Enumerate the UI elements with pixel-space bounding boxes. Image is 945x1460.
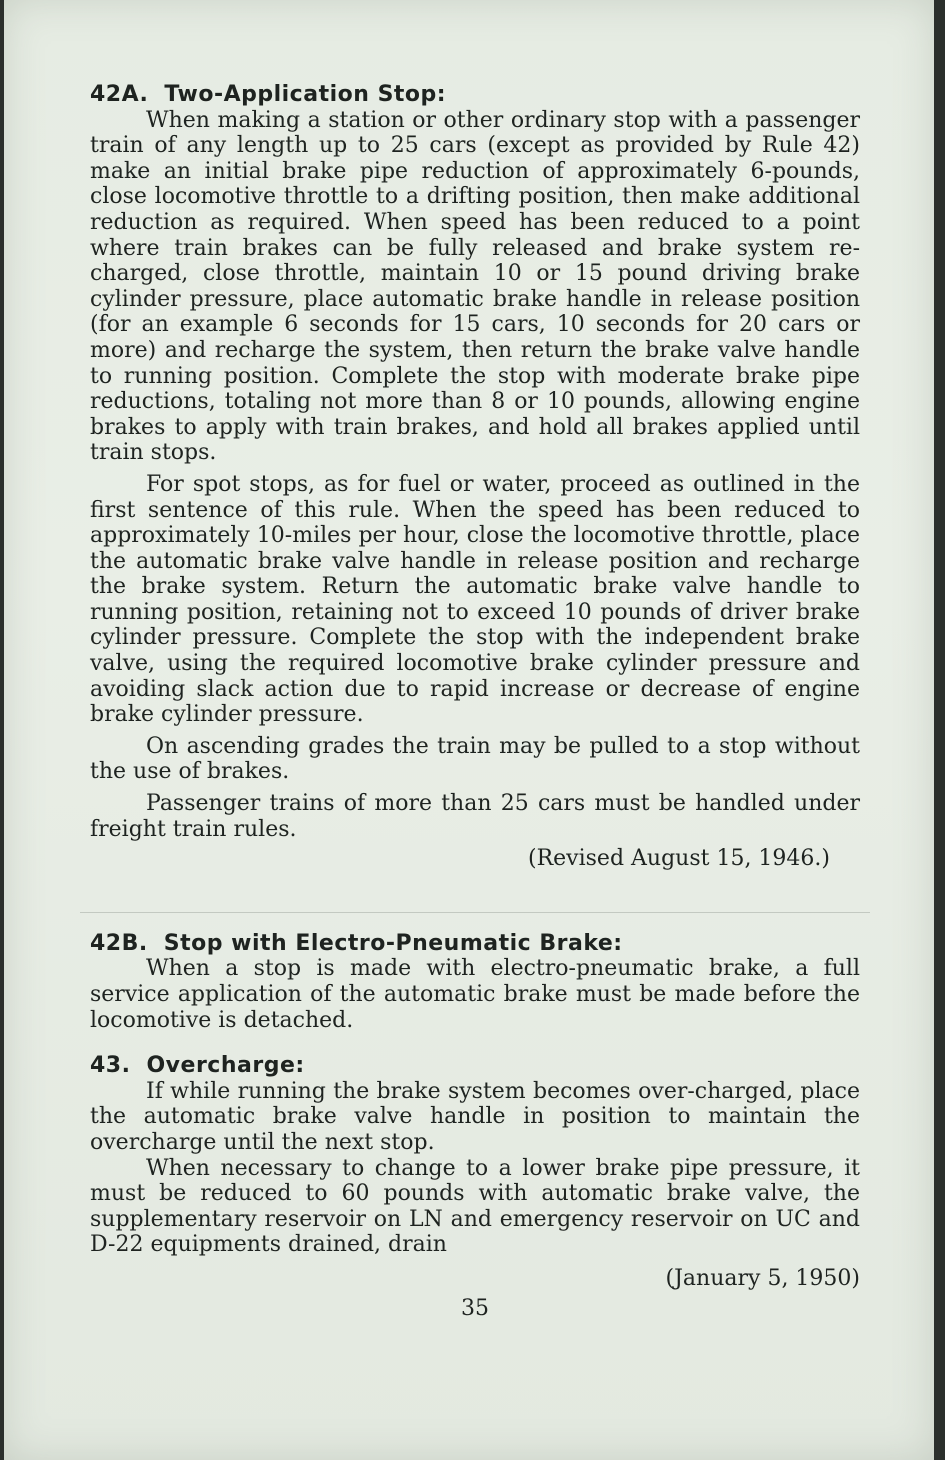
section-heading <box>90 931 860 957</box>
paragraph: If while running the brake system becomes over-charged, place the automatic brake valve handle in position to maintain the overcharge until the next stop. <box>90 1078 860 1155</box>
paragraph: When a stop is made with electro-pneumatic brake, a full service application of the automatic brake must be made before the locomotive is detached. <box>90 956 860 1033</box>
revision-note: (Revised August 15, 1946.) <box>528 846 830 872</box>
section-heading <box>90 1053 860 1079</box>
date-note: (January 5, 1950) <box>665 1265 860 1291</box>
page-number: 35 <box>461 1295 489 1321</box>
section-42a <box>90 82 860 872</box>
section-title: Overcharge: <box>146 1053 305 1079</box>
page-content <box>90 82 860 1321</box>
section-43 <box>90 1053 860 1291</box>
section-title: Stop with Electro-Pneumatic Brake: <box>163 930 623 956</box>
paragraph: On ascending grades the train may be pulled to a stop without the use of brakes. <box>90 733 860 785</box>
section-42b <box>90 931 860 1033</box>
section-number: 43. <box>90 1053 131 1079</box>
section-number: 42A. <box>90 82 149 107</box>
book-page <box>4 0 934 1460</box>
paragraph: When making a station or other ordinary stop with a passenger train of any length up to 25 cars (except as provided by Rule 42) make an initial brake pipe reduction of approximately 6-pounds, close locomotive throttle to a drifting position, then make additional reduction as required. When speed has been reduced to a point where train brakes can be fully released and brake system re-charged, close throttle, maintain 10 or 15 pound driving brake cylinder pressure, place automatic brake handle in release position (for an example 6 seconds for 15 cars, 10 seconds for 20 cars or more) and recharge the system, then return the brake valve handle to running position. Complete the stop with moderate brake pipe reductions, totaling not more than 8 or 10 pounds, allowing engine brakes to apply with train brakes, and hold all brakes applied until train stops. <box>90 107 860 466</box>
section-number: 42B. <box>90 930 148 956</box>
paragraph: Passenger trains of more than 25 cars must be handled under freight train rules. <box>90 791 860 842</box>
section-heading <box>90 82 860 108</box>
divider <box>80 912 870 913</box>
paragraph: For spot stops, as for fuel or water, proceed as outlined in the first sentence of this rule. When the speed has been reduced to approximately 10-miles per hour, close the locomotive throttle, place the automatic brake valve handle in release position and recharge the brake system. Return the automatic brake valve handle to running position, retaining not to exceed 10 pounds of driver brake cylinder pressure. Complete the stop with the independent brake valve, using the required locomotive brake cylinder pressure and avoiding slack action due to rapid increase or decrease of engine brake cylinder pressure. <box>90 471 860 728</box>
section-title: Two-Application Stop: <box>164 82 447 107</box>
paragraph: When necessary to change to a lower brake pipe pressure, it must be reduced to 60 pounds with automatic brake valve, the supplementary reservoir on LN and emergency reservoir on UC and D-22 equipments drained, drain <box>90 1155 860 1258</box>
